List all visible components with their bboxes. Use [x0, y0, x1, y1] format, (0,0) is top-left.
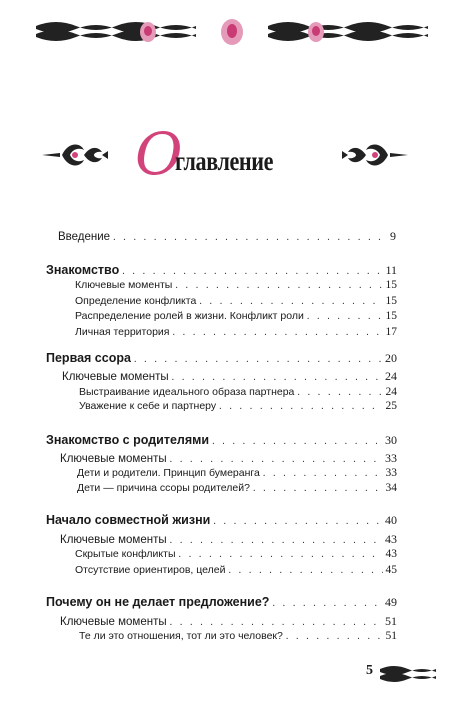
toc-entry[interactable]: [75, 279, 397, 295]
dot-leader: [199, 296, 382, 307]
toc-entry-page: 51: [385, 630, 397, 642]
dot-leader: [122, 266, 382, 277]
toc-entry[interactable]: [75, 310, 397, 326]
toc-entry[interactable]: [79, 630, 397, 646]
page-title: [135, 120, 325, 188]
dot-leader: [172, 372, 382, 383]
toc-entry-page: 30: [385, 433, 397, 447]
dot-leader: [307, 311, 383, 322]
fleur-right-icon: [340, 138, 410, 172]
toc-chapter-title: Знакомство: [46, 263, 120, 277]
toc-entry-title: Дети — причина ссоры родителей?: [77, 482, 250, 494]
toc-entry-title: Личная территория: [75, 326, 170, 338]
toc-entry-page: 34: [385, 482, 397, 494]
toc-chapter-title: Почему он не делает предложение?: [46, 595, 270, 609]
toc-entry-page: 45: [385, 564, 397, 576]
heading-row: [0, 120, 459, 188]
dot-leader: [253, 483, 383, 494]
toc-entry-page: 25: [385, 400, 397, 412]
toc-chapter-4[interactable]: [46, 513, 397, 529]
toc-entry-title: Ключевые моменты: [60, 534, 167, 546]
toc-entry[interactable]: [79, 400, 397, 416]
dot-leader: [175, 280, 382, 291]
toc-entry-title: Ключевые моменты: [60, 616, 167, 628]
toc-entry-title: Определение конфликта: [75, 295, 197, 307]
toc-entry-page: 51: [385, 614, 397, 628]
toc-entry-title: Уважение к себе и партнеру: [79, 400, 217, 412]
toc-entry-page: 40: [385, 513, 397, 527]
toc-entry-key-moments[interactable]: [60, 614, 397, 630]
toc-entry[interactable]: [75, 564, 397, 580]
top-ornament-band: [36, 16, 428, 48]
toc-entry-page: 20: [385, 351, 397, 365]
toc-entry[interactable]: [75, 326, 397, 342]
toc-chapter-1[interactable]: [46, 263, 397, 279]
toc-chapter-title: Знакомство с родителями: [46, 433, 210, 447]
toc-entry-page: 11: [385, 263, 397, 277]
toc-entry-page: 24: [385, 369, 397, 383]
dot-leader: [170, 454, 382, 465]
rose-left-icon: [140, 22, 156, 42]
dot-leader: [213, 516, 382, 527]
toc-entry-key-moments[interactable]: [60, 451, 397, 467]
toc-entry-title: Ключевые моменты: [60, 453, 167, 465]
toc-entry-page: 15: [385, 295, 397, 307]
toc-entry-key-moments[interactable]: [60, 532, 397, 548]
toc-entry-page: 33: [385, 451, 397, 465]
toc-entry-page: 9: [390, 229, 396, 243]
toc-entry-title: Ключевые моменты: [62, 371, 169, 383]
title-initial: О: [135, 120, 183, 188]
toc-chapter-3[interactable]: [46, 433, 397, 449]
toc-entry-page: 15: [385, 310, 397, 322]
toc-entry-page: 15: [385, 279, 397, 291]
toc-entry-title: Ключевые моменты: [75, 279, 173, 291]
toc-entry[interactable]: [75, 548, 397, 564]
toc-entry[interactable]: [77, 467, 397, 483]
page-number: 5: [366, 663, 373, 678]
toc-entry[interactable]: [75, 295, 397, 311]
toc-entry[interactable]: [77, 482, 397, 498]
toc-entry-title: Выстраивание идеального образа партнера: [79, 386, 295, 398]
dot-leader: [297, 387, 382, 398]
toc-entry-key-moments[interactable]: [62, 369, 397, 385]
dot-leader: [228, 565, 382, 576]
toc-entry-title: Скрытые конфликты: [75, 548, 176, 560]
dot-leader: [172, 327, 382, 338]
toc-entry-title: Распределение ролей в жизни. Конфликт роли: [75, 310, 304, 322]
toc-entry-title: Дети и родители. Принцип бумеранга: [77, 467, 260, 479]
dot-leader: [272, 598, 382, 609]
toc-entry-intro[interactable]: [58, 229, 396, 245]
dot-leader: [219, 401, 382, 412]
toc-entry-title: Введение: [58, 231, 111, 243]
dot-leader: [286, 631, 383, 642]
dot-leader: [212, 436, 382, 447]
toc-chapter-5[interactable]: [46, 595, 397, 611]
toc-entry-page: 43: [385, 548, 397, 560]
dot-leader: [134, 354, 382, 365]
fleur-left-icon: [40, 138, 110, 172]
toc-chapter-title: Первая ссора: [46, 351, 131, 365]
dot-leader: [179, 549, 383, 560]
title-rest: главление: [175, 146, 273, 176]
toc-chapter-2[interactable]: [46, 351, 397, 367]
dot-leader: [113, 232, 387, 243]
toc-chapter-title: Начало совместной жизни: [46, 513, 211, 527]
toc-entry-page: 49: [385, 595, 397, 609]
toc-entry-title: Отсутствие ориентиров, целей: [75, 564, 226, 576]
toc-entry-page: 17: [385, 326, 397, 338]
toc-entry-page: 24: [385, 386, 397, 398]
rose-right-icon: [308, 22, 324, 42]
dot-leader: [263, 468, 383, 479]
rose-center-icon: [221, 19, 243, 45]
dot-leader: [170, 617, 382, 628]
toc-entry-title: Те ли это отношения, тот ли это человек?: [79, 630, 283, 642]
dot-leader: [170, 535, 382, 546]
toc-entry-page: 43: [385, 532, 397, 546]
toc-entry-page: 33: [385, 467, 397, 479]
bottom-ornament-band: [380, 662, 436, 686]
